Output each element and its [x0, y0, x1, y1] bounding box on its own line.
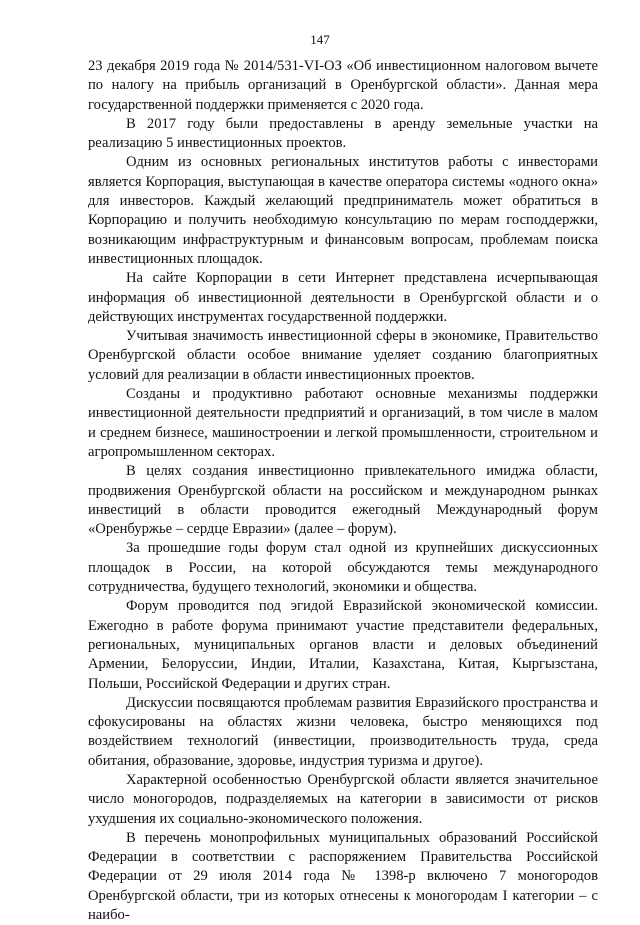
paragraph: В перечень монопрофильных муниципальных образований Российской Федерации в соответствии с распоряжением Правительства Российской Федерации от 29 июля 2014 года № 1398-р включено 7 моногородов Оренбургской области, три из которых отнесены к моногородам I категории – с наибо-	[88, 829, 598, 924]
paragraph: 23 декабря 2019 года № 2014/531-VI-ОЗ «Об инвестиционном налоговом вычете по налогу на прибыль организаций в Оренбургской области». Данная мера государственной поддержки применяется с 2020 года.	[88, 58, 598, 113]
paragraph: Одним из основных региональных институтов работы с инвесторами является Корпорация, выступающая в качестве оператора системы «одного окна» для инвесторов. Каждый желающий предприниматель может обратиться в Корпорацию и получить необходимую консультацию по мерам господдержки, возникающим инфраструктурным и финансовым вопросам, проблемам поиска инвестиционных площадок.	[88, 154, 598, 267]
paragraph: Дискуссии посвящаются проблемам развития Евразийского пространства и сфокусированы на областях жизни человека, быстро меняющихся под воздействием технологий (инвестиции, производительность труда, среда обитания, образование, здоровье, индустрия туризма и другое).	[88, 694, 598, 769]
page-number: 147	[310, 32, 330, 47]
paragraph: В целях создания инвестиционно привлекательного имиджа области, продвижения Оренбургской области на российском и международном рынках инвестиций в области проводится ежегодный Международный форум «Оренбуржье – сердце Евразии» (далее – форум).	[88, 463, 598, 538]
body-text	[88, 57, 598, 925]
paragraph: За прошедшие годы форум стал одной из крупнейших дискуссионных площадок в России, на которой обсуждаются темы международного сотрудничества, будущего технологий, экономики и общества.	[88, 540, 598, 596]
paragraph: Характерной особенностью Оренбургской области является значительное число моногородов, подразделяемых на категории в зависимости от рисков ухудшения их социально-экономического положения.	[88, 771, 598, 827]
paragraph: На сайте Корпорации в сети Интернет представлена исчерпывающая информация об инвестиционной деятельности в Оренбургской области и о действующих инструментах государственной поддержки.	[88, 270, 598, 325]
paragraph: Форум проводится под эгидой Евразийской экономической комиссии. Ежегодно в работе форума принимают участие представители федеральных, региональных, муниципальных органов власти и деловых объединений Армении, Белоруссии, Индии, Италии, Казахстана, Китая, Кыргызстана, Польши, Российской Федерации и других стран.	[88, 598, 598, 692]
paragraph: Созданы и продуктивно работают основные механизмы поддержки инвестиционной деятельности предприятий и организаций, в том числе в малом и среднем бизнесе, машиностроении и легкой промышленности, строительном и агропромышленном секторах.	[88, 386, 598, 460]
paragraph: Учитывая значимость инвестиционной сферы в экономике, Правительство Оренбургской области особое внимание уделяет созданию благоприятных условий для реализации в области инвестиционных проектов.	[88, 328, 598, 383]
paragraph: В 2017 году были предоставлены в аренду земельные участки на реализацию 5 инвестиционных проектов.	[88, 115, 598, 152]
